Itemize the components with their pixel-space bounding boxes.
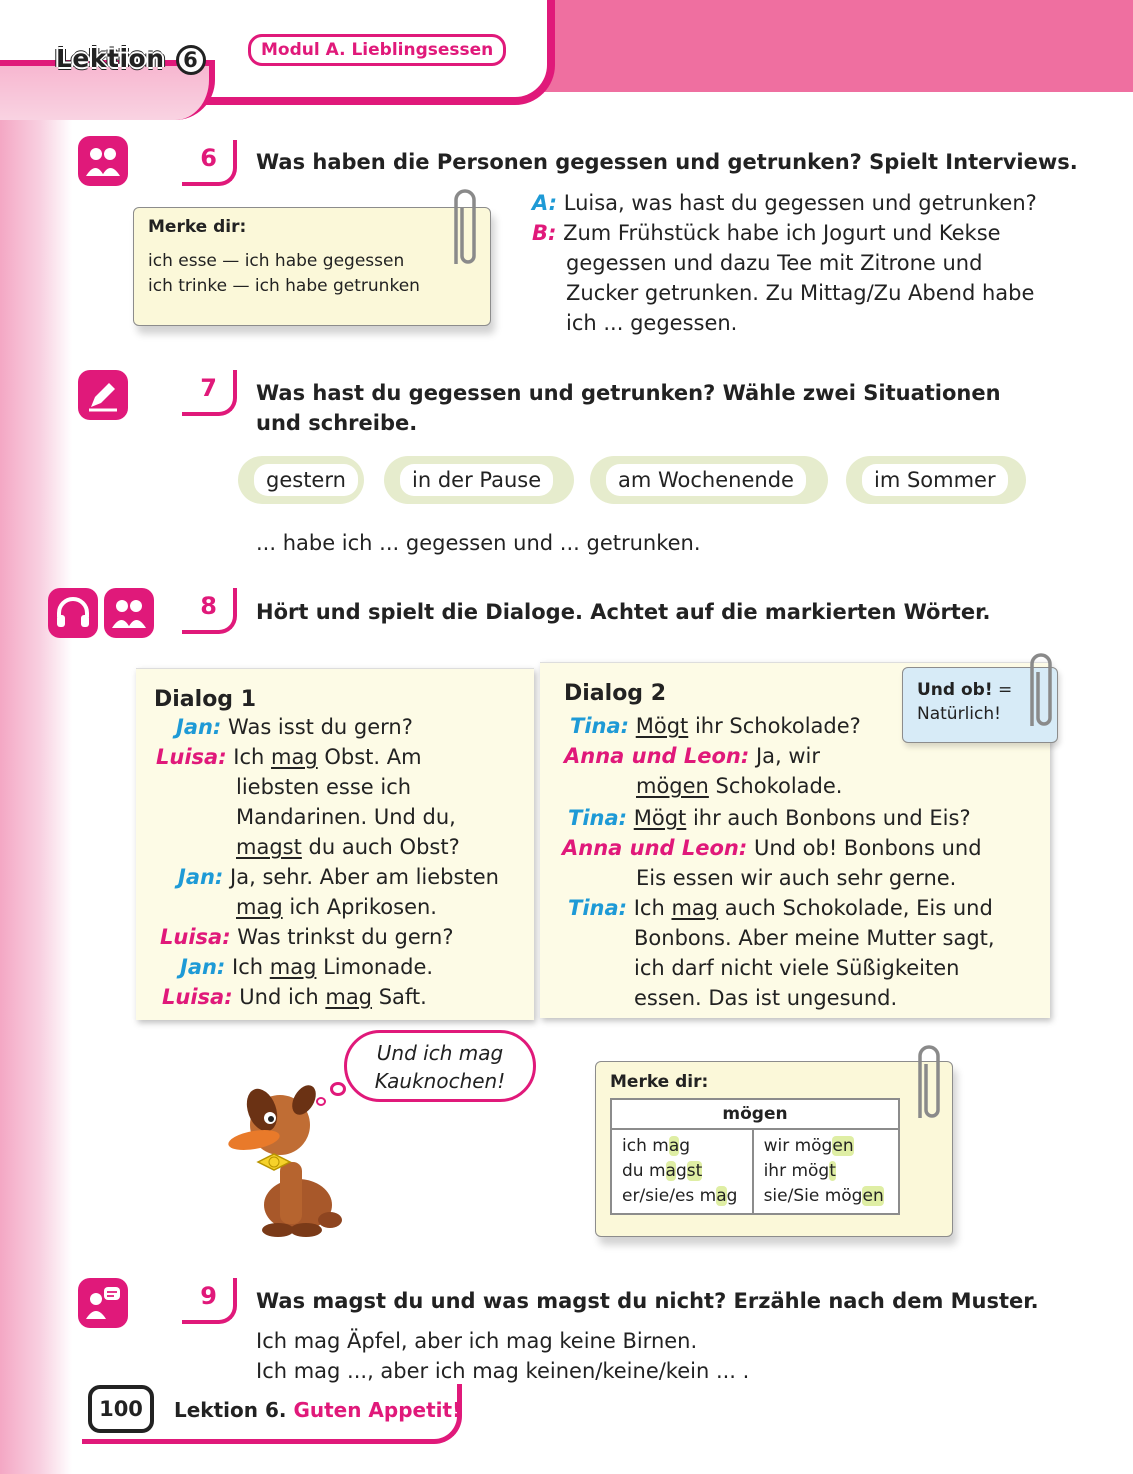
thought-bubble [344,1030,536,1102]
speaker-a: A: [532,191,558,215]
marked-word: mag [671,896,719,920]
task-number-6: 6 [182,140,237,186]
footer-lesson [174,1398,461,1422]
d1-row-2 [156,742,422,772]
table-header: mögen [611,1099,899,1129]
plural-forms [753,1129,899,1214]
form-part: er/sie/es m [622,1186,717,1206]
und-ob-bold: Und ob! [917,680,993,700]
d2-row-2 [564,741,820,771]
left-decor-strip [0,0,72,1474]
form-row [764,1134,888,1159]
line-b3: Zucker getrunken. Zu Mittag/Zu Abend habe [566,281,1035,305]
line-b1: Zum Frühstück habe ich Jogurt und Kekse [563,221,1001,245]
note-line-2: ich trinke — ich habe getrunken [148,276,420,296]
d2-row-5 [562,833,982,863]
form-highlight: en [862,1186,884,1206]
speaker-tina: Tina: [568,806,628,830]
pencil-icon [78,370,128,420]
task-number-9: 9 [182,1278,237,1324]
speech-icon [78,1278,128,1328]
speaker-luisa: Luisa: [156,745,227,769]
form-part: g [679,1136,691,1156]
option-wochenende [590,456,828,504]
form-part: g [726,1186,738,1206]
modul-badge: Modul A. Lieblingsessen [248,34,506,66]
footer-lesson-label: Lektion 6. [174,1398,287,1422]
marked-word: mag [269,955,317,979]
bubble-dot [316,1097,326,1106]
d2-text: ihr auch Bonbons und Eis? [686,806,971,830]
task-number-7: 7 [182,370,237,416]
partner-work-icon [104,588,154,638]
d1-text: Was trinkst du gern? [237,925,454,949]
d1-text: Saft. [372,985,427,1009]
marked-word: Mögt [633,806,687,830]
line-b4: ich ... gegessen. [566,311,738,335]
form-part: wir mög [763,1136,833,1156]
d2-text: Und ob! Bonbons und [753,836,982,860]
task9-line-2: Ich mag ..., aber ich mag keinen/keine/kein ... . [256,1359,750,1383]
form-row [764,1184,888,1209]
form-part: ich m [622,1136,669,1156]
bubble-line-1: Und ich mag [376,1041,504,1065]
note-title: Merke dir: [610,1072,709,1092]
dialog-1-card [136,668,534,1020]
d1-text: ich Aprikosen. [282,895,437,919]
d1-row-6 [178,862,499,892]
d2-row-4 [568,803,971,833]
footer-lesson-title: Guten Appetit! [293,1398,462,1422]
dialog-2-title: Dialog 2 [564,681,667,706]
d1-text: Obst. Am [317,745,422,769]
page-number: 100 [88,1385,154,1433]
interview-line-b [532,218,1001,248]
option-label: am Wochenende [606,464,806,496]
d1-text: du auch Obst? [301,835,460,859]
form-row [622,1134,742,1159]
speaker-b: B: [532,221,557,245]
form-part: g [675,1161,687,1181]
merke-note-2 [595,1061,953,1237]
note-title: Merke dir: [148,217,247,237]
speaker-anna-leon: Anna und Leon: [562,836,748,860]
d2-text: auch Schokolade, Eis und [718,896,993,920]
speaker-jan: Jan: [178,865,224,889]
d1-row-10 [162,982,427,1012]
d2-row-1 [570,711,861,741]
d1-text: Ja, sehr. Aber am liebsten [230,865,499,889]
d2-text: Ja, wir [755,744,821,768]
headphones-icon [48,588,98,638]
d2-row-7 [568,893,993,923]
marked-word: mögen [636,774,709,798]
form-highlight: a [665,1161,676,1181]
d1-row-3: liebsten esse ich [236,775,412,799]
d2-text: Schokolade. [708,774,843,798]
d1-row-7 [236,892,437,922]
option-label: gestern [254,464,358,496]
d1-text: Ich [232,955,270,979]
d1-row-4: Mandarinen. Und du, [236,805,456,829]
und-ob-rest: = [992,680,1013,700]
bubble-line-2: Kauknochen! [374,1069,506,1093]
dialog-1-title: Dialog 1 [154,687,257,712]
marked-word: mag [325,985,373,1009]
form-highlight: a [716,1186,727,1206]
lektion-badge [56,44,206,75]
form-highlight: st [686,1161,703,1181]
d1-text: Was isst du gern? [228,715,413,739]
lektion-number: 6 [176,45,206,75]
d1-text: Limonade. [316,955,434,979]
speaker-jan: Jan: [176,715,222,739]
option-label: in der Pause [400,464,553,496]
lektion-label: Lektion [56,44,165,73]
conjugation-table [610,1098,900,1215]
task9-line-1: Ich mag Äpfel, aber ich mag keine Birnen. [256,1329,698,1353]
form-row [622,1184,742,1209]
task7-title-2: und schreibe. [256,411,418,435]
partner-work-icon [78,136,128,186]
task8-title: Hört und spielt die Dialoge. Achtet auf die markierten Wörter. [256,600,991,624]
task7-pattern: ... habe ich ... gegessen und ... getrunken. [256,531,701,555]
speaker-luisa: Luisa: [160,925,231,949]
form-highlight: a [668,1136,680,1156]
marked-word: magst [236,835,302,859]
d1-row-8 [160,922,454,952]
d1-text: Ich [233,745,272,769]
paperclip-icon [448,184,482,272]
task9-title: Was magst du und was magst du nicht? Erzähle nach dem Muster. [256,1289,1039,1313]
speaker-tina: Tina: [568,896,628,920]
d1-row-1 [176,712,413,742]
d1-row-9 [180,952,433,982]
note-line-1: ich esse — ich habe gegessen [148,251,405,271]
d2-row-10: essen. Das ist ungesund. [634,986,898,1010]
d2-text: ihr Schokolade? [688,714,861,738]
speaker-jan: Jan: [180,955,226,979]
paperclip-icon [1024,648,1058,734]
form-row [764,1159,888,1184]
bubble-dot [330,1082,346,1096]
form-row [622,1159,742,1184]
option-pause [384,456,574,504]
d2-row-8: Bonbons. Aber meine Mutter sagt, [634,926,995,950]
d2-row-9: ich darf nicht viele Süßigkeiten [634,956,960,980]
speaker-luisa: Luisa: [162,985,233,1009]
line-a: Luisa, was hast du gegessen und getrunken? [563,191,1037,215]
d1-row-5 [236,832,460,862]
task6-title: Was haben die Personen gegessen und getrunken? Spielt Interviews. [256,150,1078,174]
form-part: du m [622,1161,666,1181]
form-highlight: t [829,1161,836,1181]
option-label: im Sommer [862,464,1008,496]
task-number-8: 8 [182,588,237,634]
option-gestern [238,456,364,504]
speaker-anna-leon: Anna und Leon: [564,744,750,768]
marked-word: mag [271,745,318,769]
paperclip-icon [912,1040,946,1126]
form-part: ihr mög [763,1161,830,1181]
form-highlight: en [832,1136,854,1156]
d1-text: Und ich [239,985,326,1009]
marked-word: mag [236,895,283,919]
form-part: sie/Sie mög [763,1186,863,1206]
line-b2: gegessen und dazu Tee mit Zitrone und [566,251,983,275]
d2-row-3 [636,771,842,801]
und-ob-line-2: Natürlich! [917,704,1001,724]
d2-row-6: Eis essen wir auch sehr gerne. [636,866,957,890]
interview-line-a [532,188,1037,218]
speaker-tina: Tina: [570,714,630,738]
singular-forms [611,1129,753,1214]
option-sommer [846,456,1026,504]
merke-note-1 [133,207,491,326]
d2-text: Ich [633,896,672,920]
task7-title-1: Was hast du gegessen und getrunken? Wähle zwei Situationen [256,381,1001,405]
marked-word: Mögt [635,714,689,738]
